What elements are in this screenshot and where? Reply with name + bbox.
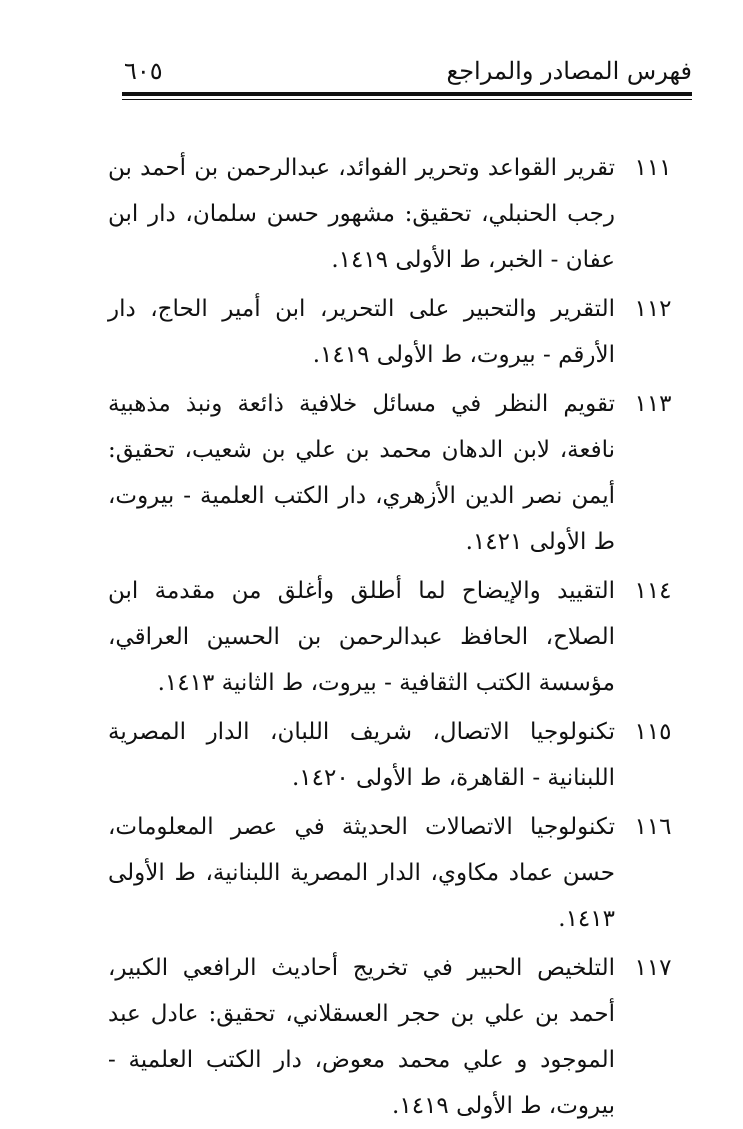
entry-number: ١١٧ [634,955,672,981]
entry-text: تكنولوجيا الاتصالات الحديثة في عصر المعلومات، حسن عماد مكاوي، الدار المصرية اللبنانية، ط الأولى ١٤١٣. [108,814,615,932]
header-rule-thin [122,99,692,100]
entry-number: ١١٦ [634,814,672,840]
entry-number: ١١١ [634,155,672,181]
page-number: ٦٠٥ [124,57,163,85]
header-title: فهرس المصادر والمراجع [446,57,692,85]
header-rule-thick [122,92,692,96]
bibliography-entry-117 [108,945,693,1129]
bibliography-entry-112 [108,286,693,378]
entry-text: تقرير القواعد وتحرير الفوائد، عبدالرحمن بن أحمد بن رجب الحنبلي، تحقيق: مشهور حسن سلمان، دار ابن عفان - الخبر، ط الأولى ١٤١٩. [108,155,615,273]
entry-text: التلخيص الحبير في تخريج أحاديث الرافعي الكبير، أحمد بن علي بن حجر العسقلاني، تحقيق: عادل عبد الموجود و علي محمد معوض، دار الكتب العلمية - بيروت، ط الأولى ١٤١٩. [108,955,615,1119]
entry-number: ١١٢ [634,296,672,322]
entry-text: تقويم النظر في مسائل خلافية ذائعة ونبذ مذهبية نافعة، لابن الدهان محمد بن علي بن شعيب، تحقيق: أيمن نصر الدين الأزهري، دار الكتب العلمية - بيروت، ط الأولى ١٤٢١. [108,391,616,555]
entry-text: التقييد والإيضاح لما أطلق وأغلق من مقدمة ابن الصلاح، الحافظ عبدالرحمن بن الحسين العراقي، مؤسسة الكتب الثقافية - بيروت، ط الثانية ١٤١٣. [108,578,615,696]
entry-number: ١١٥ [634,719,672,745]
bibliography-entry-114 [108,568,693,706]
running-header [122,54,692,90]
entry-text: تكنولوجيا الاتصال، شريف اللبان، الدار المصرية اللبنانية - القاهرة، ط الأولى ١٤٢٠. [108,719,615,791]
entry-number: ١١٣ [634,391,672,417]
entry-number: ١١٤ [634,578,672,604]
bibliography-entry-116 [108,804,693,942]
bibliography-list [108,145,693,1129]
bibliography-entry-111 [108,145,693,283]
bibliography-entry-113 [108,381,693,565]
bibliography-entry-115 [108,709,693,801]
entry-text: التقرير والتحبير على التحرير، ابن أمير الحاج، دار الأرقم - بيروت، ط الأولى ١٤١٩. [108,296,615,368]
